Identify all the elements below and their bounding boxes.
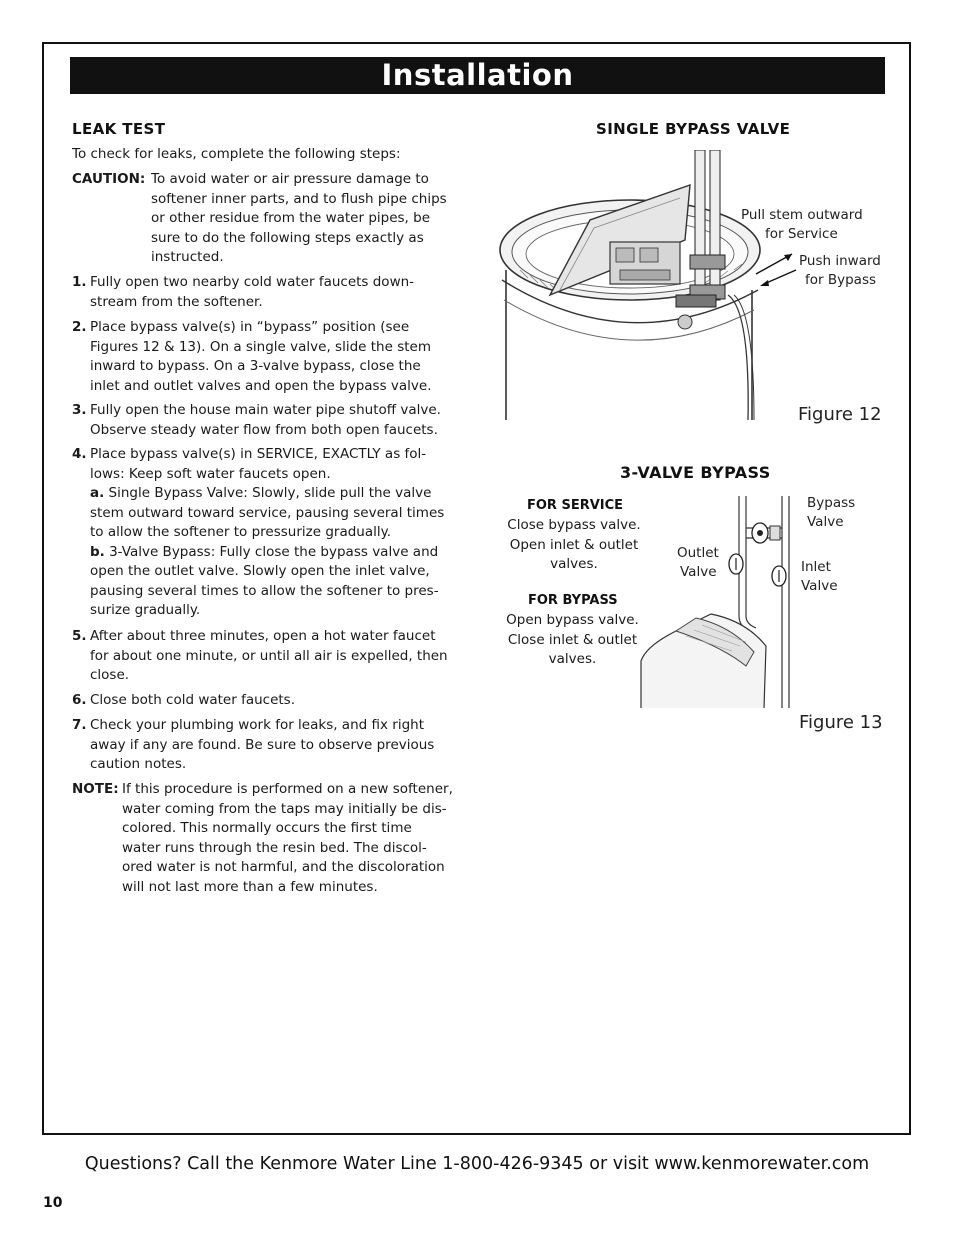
for-service-text: Close bypass valve. Open inlet & outlet valves. bbox=[507, 517, 641, 572]
figure-13-caption: Figure 13 bbox=[799, 712, 883, 733]
footer-contact: Questions? Call the Kenmore Water Line 1-800-426-9345 or visit www.kenmorewater.com bbox=[84, 1154, 870, 1174]
step-4a: a. Single Bypass Valve: Slowly, slide pull the valve bbox=[90, 485, 432, 501]
single-bypass-illustration bbox=[490, 150, 780, 430]
push-inward-label: Push inward for Bypass bbox=[799, 253, 881, 288]
page-number: 10 bbox=[43, 1195, 63, 1211]
page-title: Installation bbox=[70, 57, 885, 94]
note-label: NOTE: bbox=[72, 781, 119, 797]
step-1: 1. Fully open two nearby cold water faucets down- stream from the softener. bbox=[72, 274, 415, 310]
for-service-heading: FOR SERVICE bbox=[527, 498, 624, 513]
note-text: If this procedure is performed on a new softener, water coming from the taps may initially be dis- colored. This normally occurs the first time water runs through the resin bed. The discol- ored water is not harmful, and the discoloration will not last more than a few minutes. bbox=[122, 781, 453, 895]
step-4: 4. Place bypass valve(s) in SERVICE, EXACTLY as fol- lows: Keep soft water faucets open. a. Single Bypass Valve: Slowly, slide pull the valve stem outward toward service, pausing several times to allow the softener to pressurize gradually. b. 3-Valve Bypass: Fully close the bypass valve and open the outlet valve. Slowly open the inlet valve, pausing several times to allow the softener to pres- surize gradually. bbox=[72, 445, 454, 621]
step-3: 3. Fully open the house main water pipe shutoff valve. Observe steady water flow from both open faucets. bbox=[72, 402, 441, 438]
three-valve-illustration bbox=[636, 496, 796, 708]
step-5: 5. After about three minutes, open a hot water faucet for about one minute, or until all air is expelled, then close. bbox=[72, 628, 448, 683]
bypass-valve-label: Bypass Valve bbox=[807, 495, 856, 530]
direction-arrows-icon bbox=[752, 248, 800, 288]
step-4b: b. 3-Valve Bypass: Fully close the bypass valve and bbox=[90, 543, 439, 560]
inlet-valve-label: Inlet Valve bbox=[801, 559, 838, 594]
step-7: 7. Check your plumbing work for leaks, and fix right away if any are found. Be sure to observe previous caution notes. bbox=[72, 717, 435, 772]
leak-test-intro: To check for leaks, complete the following steps: bbox=[72, 146, 401, 162]
for-bypass-heading: FOR BYPASS bbox=[528, 593, 618, 608]
for-bypass-text: Open bypass valve. Close inlet & outlet valves. bbox=[506, 612, 639, 667]
step-2: 2. Place bypass valve(s) in “bypass” position (see Figures 12 & 13). On a single valve, slide the stem inward to bypass. On a 3-valve bypass, close the inlet and outlet valves and open the bypass valve. bbox=[72, 319, 432, 394]
caution-text: To avoid water or air pressure damage to softener inner parts, and to flush pipe chips or other residue from the water pipes, be sure to do the following steps exactly as instructed. bbox=[151, 171, 447, 265]
pull-stem-label: Pull stem outward for Service bbox=[741, 207, 863, 242]
step-6: 6. Close both cold water faucets. bbox=[72, 692, 296, 708]
figure-12-caption: Figure 12 bbox=[798, 404, 882, 425]
outlet-valve-label: Outlet Valve bbox=[677, 545, 719, 580]
three-valve-heading: 3-VALVE BYPASS bbox=[620, 463, 771, 482]
caution-label: CAUTION: bbox=[72, 171, 146, 187]
single-bypass-heading: SINGLE BYPASS VALVE bbox=[596, 120, 791, 138]
leak-test-heading: LEAK TEST bbox=[72, 120, 166, 138]
